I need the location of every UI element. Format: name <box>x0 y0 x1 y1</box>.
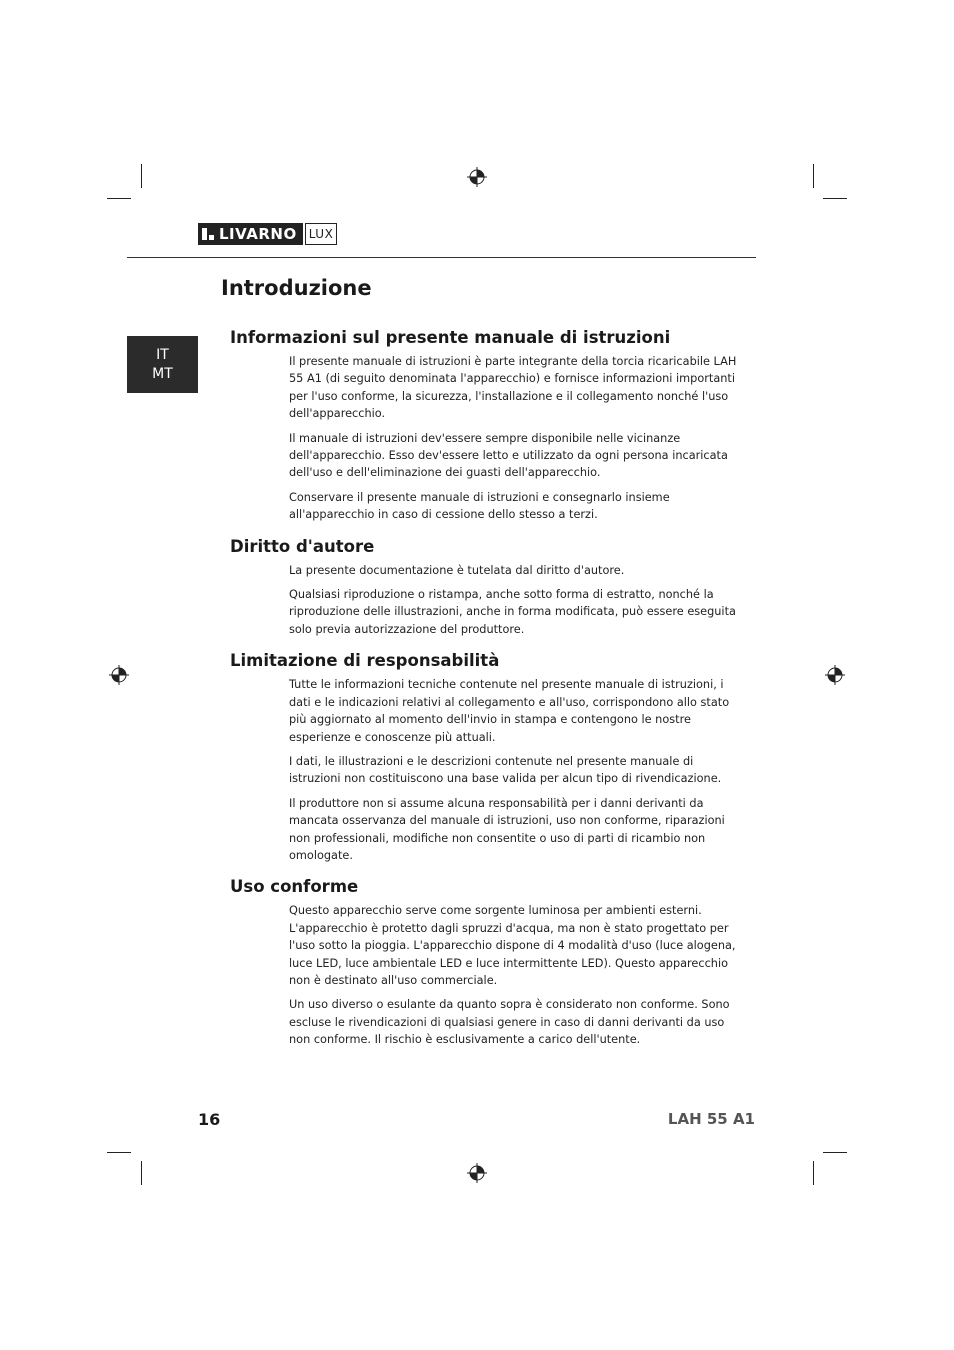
crop-mark <box>813 164 814 188</box>
paragraph: Il manuale di istruzioni dev'essere sempre disponibile nelle vicinanze dell'apparecchio. Esso dev'essere letto e utilizzato da ogni persona incaricata dell'uso e dell'eliminazione dei guasti dell'apparecchio. <box>289 431 728 480</box>
section-diritto-autore <box>230 537 740 639</box>
registration-mark-icon <box>825 665 845 685</box>
section-title: Uso conforme <box>230 877 359 897</box>
paragraph: I dati, le illustrazioni e le descrizioni contenute nel presente manuale di istruzioni non costituiscono una base valida per alcun tipo di rivendicazione. <box>289 754 722 786</box>
paragraph: Il presente manuale di istruzioni è parte integrante della torcia ricaricabile LAH 55 A1 (di seguito denominata l'apparecchio) e fornisce informazioni importanti per l'uso conforme, la sicurezza, l'installazione e il collegamento nonché l'uso dell'apparecchio. <box>289 355 737 421</box>
logo-brand-text: LIVARNO <box>219 225 297 243</box>
header-rule <box>127 257 756 258</box>
crop-mark <box>823 1152 847 1153</box>
language-code: IT <box>156 347 169 363</box>
paragraph: Conservare il presente manuale di istruzioni e consegnarlo insieme all'apparecchio in caso di cessione dello stesso a terzi. <box>289 490 670 522</box>
crop-mark <box>823 198 847 199</box>
language-code: MT <box>152 366 173 382</box>
crop-mark <box>141 1161 142 1185</box>
logo-sub-text: LUX <box>305 223 338 245</box>
logo-main <box>198 223 303 245</box>
section-title: Informazioni sul presente manuale di istruzioni <box>230 328 671 347</box>
page-title: Introduzione <box>221 276 372 300</box>
paragraph: Questo apparecchio serve come sorgente luminosa per ambienti esterni. L'apparecchio è protetto dagli spruzzi d'acqua, ma non è stato progettato per l'uso sotto la pioggia. L'apparecchio dispone di 4 modalità d'uso (luce alogena, luce LED, luce ambientale LED e luce intermittente LED). Questo apparecchio non è destinato all'uso commerciale. <box>289 904 736 987</box>
model-label: LAH 55 A1 <box>667 1110 755 1128</box>
registration-mark-icon <box>109 665 129 685</box>
language-tab <box>127 336 198 393</box>
brand-logo <box>198 223 337 245</box>
section-informazioni <box>230 328 740 524</box>
paragraph: Un uso diverso o esulante da quanto sopra è considerato non conforme. Sono escluse le rivendicazioni di qualsiasi genere in caso di danni derivanti da uso non conforme. Il rischio è esclusivamente a carico dell'utente. <box>289 998 730 1047</box>
crop-mark <box>107 1152 131 1153</box>
crop-mark <box>141 164 142 188</box>
registration-mark-icon <box>467 1163 487 1183</box>
section-uso-conforme <box>230 877 740 1048</box>
logo-mark-icon <box>202 228 214 240</box>
crop-mark <box>813 1161 814 1185</box>
paragraph: La presente documentazione è tutelata dal diritto d'autore. <box>289 563 625 577</box>
paragraph: Qualsiasi riproduzione o ristampa, anche sotto forma di estratto, nonché la riproduzione delle illustrazioni, anche in forma modificata, può essere eseguita solo previa autorizzazione del produttore. <box>289 588 736 636</box>
section-limitazione <box>230 651 740 864</box>
section-title: Diritto d'autore <box>230 536 375 556</box>
paragraph: Il produttore non si assume alcuna responsabilità per i danni derivanti da mancata osservanza del manuale di istruzioni, uso non conforme, riparazioni non professionali, modifiche non consentite o uso di parti di ricambio non omologate. <box>289 796 725 862</box>
page-number: 16 <box>198 1110 221 1129</box>
main-content <box>230 328 740 1062</box>
section-title: Limitazione di responsabilità <box>230 651 500 671</box>
crop-mark <box>107 198 131 199</box>
registration-mark-icon <box>467 167 487 187</box>
paragraph: Tutte le informazioni tecniche contenute nel presente manuale di istruzioni, i dati e le indicazioni relativi al collegamento e all'uso, corrispondono allo stato più aggiornato al momento dell'invio in stampa e contengono le nostre esperienze e conoscenze più attuali. <box>289 678 730 744</box>
